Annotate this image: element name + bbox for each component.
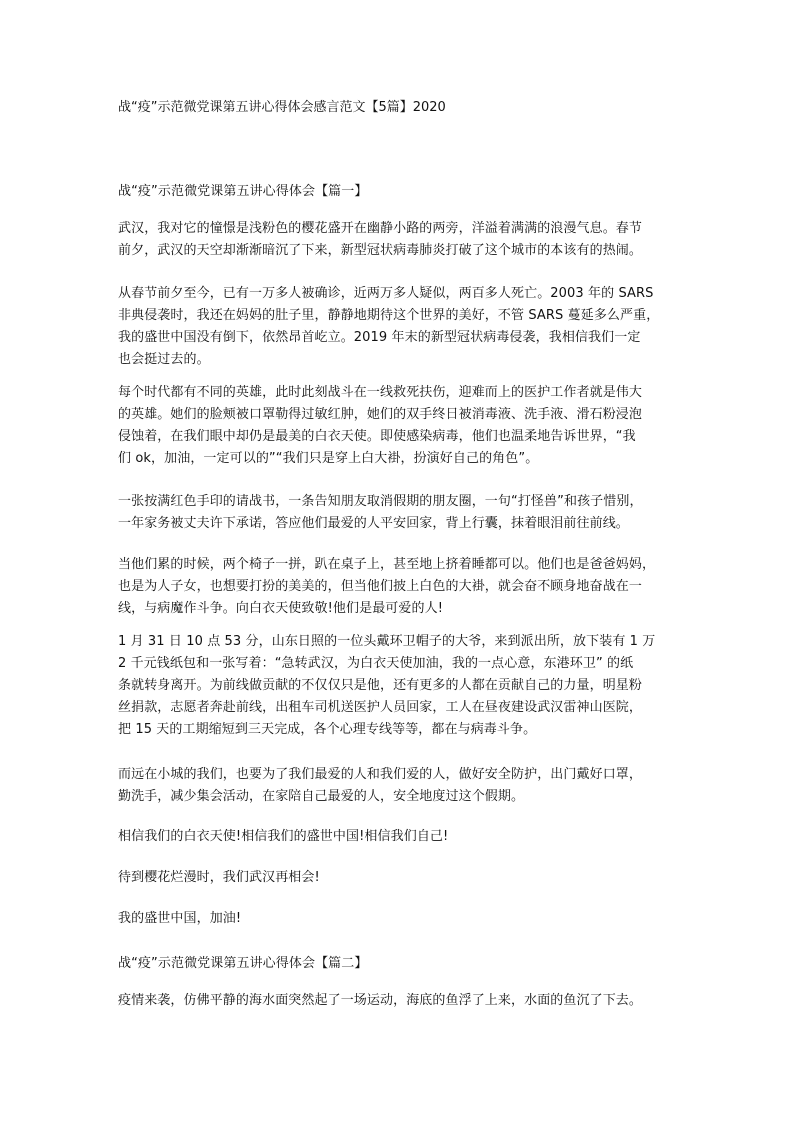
paragraph-line: 疫情来袭，仿佛平静的海水面突然起了一场运动，海底的鱼浮了上来，水面的鱼沉了下去。 [118,993,643,1008]
paragraph-line: 当他们累的时候，两个椅子一拼，趴在桌子上，甚至地上挤着睡都可以。他们也是爸爸妈妈， [118,557,656,572]
paragraph-line: 非典侵袭时，我还在妈妈的肚子里，静静地期待这个世界的美好，不管 SARS 蔓延多么严重， [118,308,660,323]
document-title: 战“疫”示范微党课第五讲心得体会感言范文【5篇】2020 [118,100,446,115]
paragraph-line: 而远在小城的我们，也要为了我们最爱的人和我们爱的人，做好安全防护，出门戴好口罩， [118,767,643,782]
paragraph-line: 一张按满红色手印的请战书，一条告知朋友取消假期的朋友圈，一句“打怪兽”和孩子惜别， [118,494,643,509]
paragraph-line: 从春节前夕至今，已有一万多人被确诊，近两万多人疑似，两百多人死亡。2003 年的 SARS [118,286,654,301]
paragraph-line: 勤洗手，减少集会活动，在家陪自己最爱的人，安全地度过这个假期。 [118,789,525,804]
section-heading: 战“疫”示范微党课第五讲心得体会【篇一】 [118,184,368,199]
paragraph-2 [118,283,678,371]
paragraph-3 [118,382,678,470]
paragraph-9 [118,867,678,889]
section-title-2 [118,953,678,975]
paragraph-line: 丝捐款，志愿者奔赴前线，出租车司机送医护人员回家，工人在昼夜建设武汉雷神山医院， [118,700,643,715]
paragraph-1 [118,218,678,262]
paragraph-7 [118,764,678,808]
paragraph-line: 待到樱花烂漫时，我们武汉再相会! [118,870,320,885]
paragraph-8 [118,826,678,848]
paragraph-4 [118,491,678,535]
section-heading: 战“疫”示范微党课第五讲心得体会【篇二】 [118,956,368,971]
paragraph-line: 一年家务被丈夫许下承诺，答应他们最爱的人平安回家，背上行囊，抹着眼泪前往前线。 [118,516,629,531]
paragraph-line: 我的盛世中国，加油! [118,911,242,926]
paragraph-line: 也会挺过去的。 [118,352,210,367]
paragraph-10 [118,908,678,930]
paragraph-11 [118,990,678,1012]
paragraph-line: 条就转身离开。为前线做贡献的不仅仅只是他，还有更多的人都在贡献自己的力量，明星粉 [118,678,643,693]
paragraph-line: 1 月 31 日 10 点 53 分，山东日照的一位头戴环卫帽子的大爷，来到派出所，放下装有 1 万 [118,634,656,649]
paragraph-6 [118,631,678,741]
paragraph-line: 把 15 天的工期缩短到三天完成，各个心理专线等等，都在与病毒斗争。 [118,722,537,737]
paragraph-line: 武汉，我对它的憧憬是浅粉色的樱花盛开在幽静小路的两旁，洋溢着满满的浪漫气息。春节 [118,221,643,236]
paragraph-line: 每个时代都有不同的英雄，此时此刻战斗在一线救死扶伤，迎难而上的医护工作者就是伟大 [118,385,643,400]
paragraph-line: 的英雄。她们的脸颊被口罩勒得过敏红肿，她们的双手终日被消毒液、洗手液、滑石粉浸泡 [118,407,643,422]
paragraph-line: 们 ok，加油，一定可以的”“我们只是穿上白大褂，扮演好自己的角色”。 [118,451,539,466]
paragraph-line: 相信我们的白衣天使!相信我们的盛世中国!相信我们自己! [118,829,449,844]
section-title-1 [118,181,678,203]
paragraph-line: 前夕，武汉的天空却渐渐暗沉了下来，新型冠状病毒肺炎打破了这个城市的本该有的热闹。 [118,243,643,258]
paragraph-line: 2 千元钱纸包和一张写着：“急转武汉，为白衣天使加油，我的一点心意，东港环卫” 的纸 [118,656,634,671]
paragraph-line: 我的盛世中国没有倒下，依然昂首屹立。2019 年末的新型冠状病毒侵袭，我相信我们一定 [118,330,641,345]
paragraph-line: 线，与病魔作斗争。向白衣天使致敬!他们是最可爱的人! [118,601,444,616]
paragraph-line: 侵蚀着，在我们眼中却仍是最美的白衣天使。即使感染病毒，他们也温柔地告诉世界，“我 [118,429,636,444]
paragraph-5 [118,554,678,620]
paragraph-line: 也是为人子女，也想要打扮的美美的，但当他们披上白色的大褂，就会奋不顾身地奋战在一 [118,579,643,594]
